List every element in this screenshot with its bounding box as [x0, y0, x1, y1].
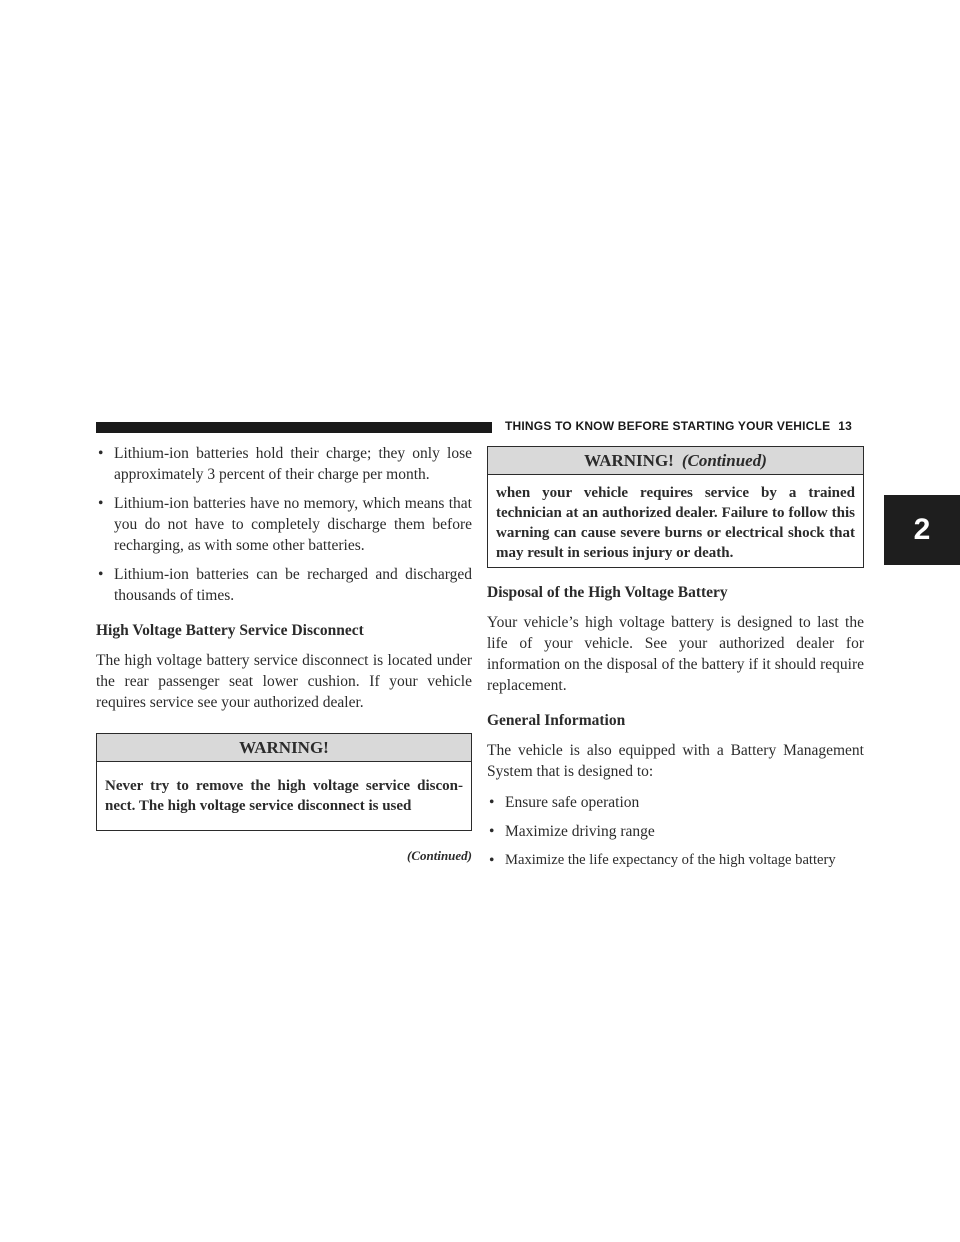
warning-text: Never try to remove the high voltage service discon-nect. The high voltage service disconnect is used [105, 778, 463, 814]
bullet-text: Lithium-ion batteries have no memory, which means that you do not have to completely discharge them before recharging, as with some other batteries. [114, 495, 472, 554]
continued-note: (Continued) [406, 848, 472, 863]
warning-header [488, 447, 863, 475]
list-item [96, 564, 472, 606]
chapter-tab: 2 [884, 495, 960, 565]
bullet-icon: • [489, 823, 495, 840]
disposal-paragraph: Your vehicle’s high voltage battery is designed to last the life of your vehicle. See your authorized dealer for information on the disposal of the battery if it should require replacement. [487, 614, 864, 694]
general-heading: General Information [487, 712, 626, 729]
bullet-text: Ensure safe operation [505, 794, 640, 811]
bullet-text: Lithium-ion batteries can be recharged and discharged thousands of times. [114, 566, 472, 604]
page-number: 13 [838, 419, 853, 433]
general-paragraph: The vehicle is also equipped with a Battery Management System that is designed to: [487, 742, 864, 780]
list-item [487, 792, 864, 813]
header-title: THINGS TO KNOW BEFORE STARTING YOUR VEHICLE [505, 419, 831, 433]
list-item [96, 493, 472, 556]
bullet-icon: • [98, 566, 104, 583]
section-heading: High Voltage Battery Service Disconnect [96, 622, 364, 639]
section-paragraph: The high voltage battery service disconnect is located under the rear passenger seat lower cushion. If your vehicle requires service see your authorized dealer. [96, 652, 472, 711]
warning-box [96, 733, 472, 831]
warning-box-continued [487, 446, 864, 568]
warning-title: WARNING! [97, 734, 471, 762]
running-header [505, 419, 852, 433]
disposal-heading: Disposal of the High Voltage Battery [487, 584, 728, 601]
bullet-icon: • [98, 445, 104, 462]
bullet-icon: • [489, 794, 495, 811]
warning-title: WARNING! [584, 451, 674, 470]
bullet-icon: • [98, 495, 104, 512]
bullet-text: Maximize the life expectancy of the high voltage battery [505, 852, 836, 868]
bullet-text: Maximize driving range [505, 823, 655, 840]
list-item [487, 821, 864, 842]
header-rule [96, 422, 492, 433]
warning-text: when your vehicle requires service by a trained technician at an authorized dealer. Failure to follow this warning can cause severe burns or electrical shock that may result in serious injury or death. [496, 485, 855, 561]
warning-continued-label: (Continued) [681, 451, 767, 470]
bullet-icon: • [489, 852, 495, 869]
bullet-text: Lithium-ion batteries hold their charge; they only lose approximately 3 percent of their charge per month. [114, 445, 472, 483]
list-item [96, 443, 472, 485]
list-item [487, 850, 864, 871]
right-column [487, 446, 864, 879]
left-column [96, 443, 472, 866]
